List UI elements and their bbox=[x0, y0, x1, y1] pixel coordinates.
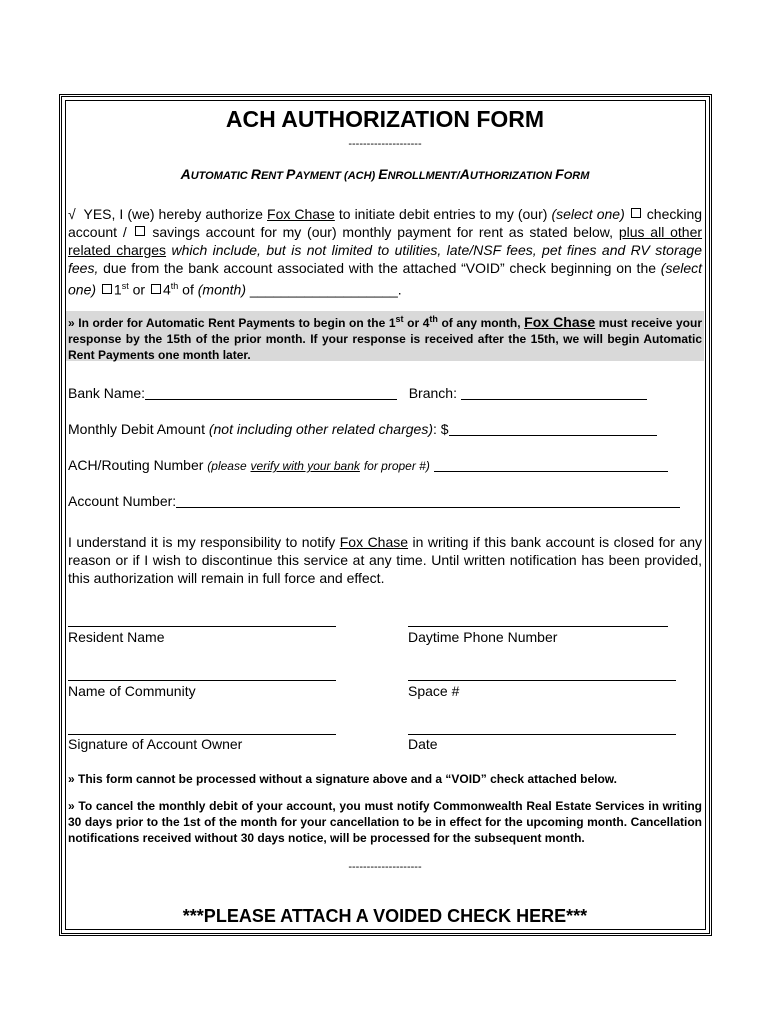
bottom-divider: -------------------- bbox=[348, 861, 422, 873]
account-input[interactable] bbox=[176, 493, 680, 508]
subtitle-small: AYMENT (ACH) bbox=[295, 170, 379, 182]
signature-line[interactable] bbox=[68, 734, 336, 735]
subtitle-cap: P bbox=[286, 166, 296, 182]
title-divider: -------------------- bbox=[348, 138, 422, 150]
monthly-debit-row bbox=[68, 421, 657, 437]
company-name: Fox Chase bbox=[267, 206, 335, 222]
understand-paragraph bbox=[68, 533, 702, 587]
branch-input[interactable] bbox=[461, 385, 647, 400]
resident-name-label: Resident Name bbox=[68, 629, 165, 645]
charges-note: which include, but is not limited to utilities, late/NSF fees, pet fines and RV storage fees, bbox=[68, 242, 702, 276]
month-label: (month) bbox=[197, 281, 246, 298]
subtitle-small: ORM bbox=[563, 170, 590, 182]
checkbox-fourth[interactable] bbox=[151, 284, 161, 294]
select-one-note: (select one) bbox=[68, 260, 703, 298]
routing-note: (please bbox=[207, 459, 247, 473]
notice-text: or 4 bbox=[407, 316, 430, 330]
routing-note-verify: verify with your bank bbox=[250, 459, 360, 473]
account-row bbox=[68, 493, 680, 509]
daytime-phone-label: Daytime Phone Number bbox=[408, 629, 558, 645]
select-one-note: (select one) bbox=[551, 206, 625, 222]
checkbox-first[interactable] bbox=[102, 284, 112, 294]
understand-text: in writing if this bank account is closed for any reason or if I wish to discontinue this service at any time. Until written notification has been provided, this authorization will remain in full force and effect. bbox=[68, 534, 703, 586]
signature-label: Signature of Account Owner bbox=[68, 736, 243, 752]
authorization-paragraph bbox=[68, 205, 702, 299]
subtitle-small: UTHORIZATION bbox=[469, 170, 556, 182]
monthly-debit-suffix: : $ bbox=[433, 421, 449, 437]
notice-company: Fox Chase bbox=[524, 314, 596, 330]
subtitle-cap: R bbox=[250, 166, 261, 182]
auth-text: YES, I (we) hereby authorize bbox=[83, 206, 263, 222]
auth-text: to initiate debit entries to my (our) bbox=[338, 206, 548, 222]
month-field[interactable]: ___________________. bbox=[249, 281, 402, 298]
community-label: Name of Community bbox=[68, 683, 196, 699]
date-label: Date bbox=[408, 736, 438, 752]
date-line[interactable] bbox=[408, 734, 676, 735]
auth-text: due from the bank account associated with the attached “VOID” check beginning on the bbox=[103, 260, 657, 276]
fourth-label: 4 bbox=[162, 281, 171, 298]
subtitle-small: ENT bbox=[260, 170, 286, 182]
fourth-sup: th bbox=[170, 281, 179, 291]
first-sup: st bbox=[121, 281, 129, 291]
daytime-phone-line[interactable] bbox=[408, 626, 668, 627]
notice-paragraph bbox=[68, 311, 702, 363]
monthly-debit-note: (not including other related charges) bbox=[208, 421, 433, 437]
checkbox-savings[interactable] bbox=[135, 226, 145, 236]
subtitle-cap: A bbox=[459, 166, 470, 182]
understand-company: Fox Chase bbox=[339, 534, 409, 550]
subtitle-cap: F bbox=[555, 166, 564, 182]
subtitle-cap: E bbox=[378, 166, 388, 182]
form-subtitle bbox=[0, 166, 770, 182]
bank-name-input[interactable] bbox=[145, 385, 397, 400]
community-line[interactable] bbox=[68, 680, 336, 681]
space-label: Space # bbox=[408, 683, 460, 699]
branch-label: Branch: bbox=[408, 385, 457, 401]
auth-text: checking account / bbox=[68, 206, 703, 240]
signature-required-note: » This form cannot be processed without a signature above and a “VOID” check attached below. bbox=[68, 772, 618, 786]
routing-label: ACH/Routing Number bbox=[68, 457, 204, 473]
first-label: 1 bbox=[113, 281, 122, 298]
subtitle-small: NROLLMENT/ bbox=[387, 170, 460, 182]
checkbox-checking[interactable] bbox=[631, 208, 641, 218]
attach-check-heading: ***PLEASE ATTACH A VOIDED CHECK HERE*** bbox=[182, 906, 588, 926]
form-title: ACH AUTHORIZATION FORM bbox=[225, 106, 545, 132]
auth-text: savings account for my (our) monthly payment for rent as stated below, bbox=[152, 224, 614, 240]
space-line[interactable] bbox=[408, 680, 676, 681]
bank-name-row bbox=[68, 385, 647, 401]
routing-note-proper: for proper #) bbox=[363, 459, 430, 473]
routing-input[interactable] bbox=[434, 457, 668, 472]
resident-name-line[interactable] bbox=[68, 626, 336, 627]
routing-row bbox=[68, 457, 668, 473]
bank-name-label: Bank Name: bbox=[68, 385, 146, 401]
understand-text: I understand it is my responsibility to notify bbox=[68, 534, 336, 550]
related-charges: plus all other related charges bbox=[68, 224, 703, 258]
check-mark-icon: √ bbox=[68, 206, 76, 222]
notice-sup: th bbox=[429, 314, 438, 324]
notice-text: of any month, bbox=[441, 316, 521, 330]
monthly-debit-input[interactable] bbox=[449, 421, 657, 436]
monthly-debit-label: Monthly Debit Amount bbox=[68, 421, 205, 437]
notice-sup: st bbox=[395, 314, 404, 324]
or-text: or bbox=[132, 281, 146, 298]
subtitle-cap: A bbox=[180, 166, 191, 182]
account-label: Account Number: bbox=[68, 493, 177, 509]
of-text: of bbox=[182, 281, 194, 298]
subtitle-small: UTOMATIC bbox=[190, 170, 251, 182]
cancellation-note: » To cancel the monthly debit of your account, you must notify Commonwealth Real Estate Services in writing 30 days prior to the 1st of the month for your cancellation to be in effect for the upcoming month. Cancellation notifications received without 30 days notice, will be processed for the subsequent month. bbox=[68, 799, 702, 845]
notice-text: » In order for Automatic Rent Payments to begin on the 1 bbox=[68, 316, 396, 330]
notice-text: must receive your response by the 15th of the prior month. If your response is received after the 15th, we will begin Automatic Rent Payments one month later. bbox=[68, 316, 702, 362]
